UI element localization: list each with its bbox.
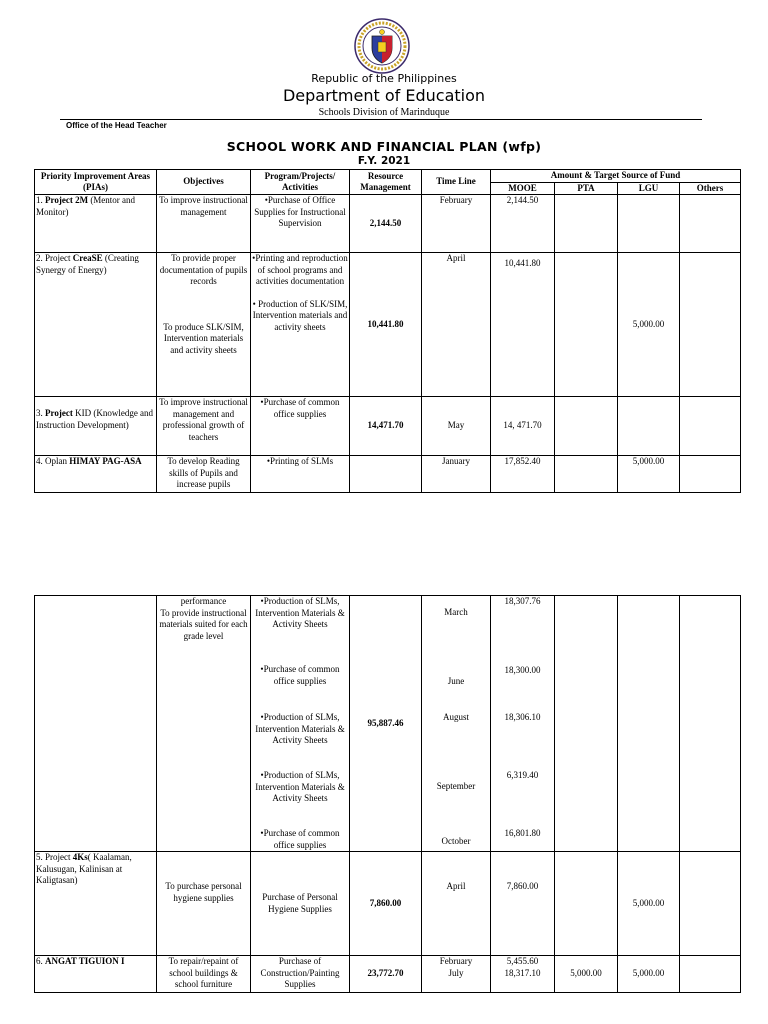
objective-cell: To improve instructional management and professional growth of teachers xyxy=(157,397,251,456)
wfp-table-part2 xyxy=(34,595,741,993)
timeline-cell: February xyxy=(422,195,491,253)
table-row xyxy=(35,397,741,456)
pia-cell: 2. Project CreaSE (Creating Synergy of Energy) xyxy=(35,253,157,397)
col-header-lgu: LGU xyxy=(618,182,680,195)
resource-cell: 7,860.00 xyxy=(350,852,422,956)
others-cell xyxy=(680,852,741,956)
objective-text: To provide proper documentation of pupils records xyxy=(159,253,248,286)
mooe-cell: 10,441.80 xyxy=(491,253,555,397)
pta-cell xyxy=(555,852,618,956)
pia-cell: 6. ANGAT TIGUION I xyxy=(35,956,157,993)
objective-cell: To improve instructional management xyxy=(157,195,251,253)
lgu-cell xyxy=(618,195,680,253)
others-cell xyxy=(680,195,741,253)
objective-text: performance xyxy=(180,596,227,606)
pta-cell: 5,000.00 xyxy=(555,956,618,993)
pta-cell xyxy=(555,596,618,852)
spacer xyxy=(158,288,249,322)
col-header-timeline: Time Line xyxy=(422,170,491,195)
timeline-cell: February July xyxy=(422,956,491,993)
program-cell: •Production of SLMs, Intervention Materials & Activity Sheets •Purchase of common office supplies •Production of SLMs, Intervention Materials & Activity Sheets •Production of SLMs, Intervention Materials & Activity Sheets •Purchase of common office supplies xyxy=(251,596,350,852)
col-header-objectives: Objectives xyxy=(157,170,251,195)
deped-seal-logo xyxy=(354,18,410,74)
mooe-cell: 17,852.40 xyxy=(491,456,555,493)
objective-text: To provide instructional materials suited for each grade level xyxy=(159,607,248,641)
timeline-cell: April xyxy=(422,852,491,956)
program-cell: •Purchase of Office Supplies for Instructional Supervision xyxy=(251,195,350,253)
timeline-cell: January xyxy=(422,456,491,493)
resource-cell: 14,471.70 xyxy=(350,397,422,456)
resource-cell: 23,772.70 xyxy=(350,956,422,993)
objective-cell xyxy=(157,253,251,397)
mooe-cell: 5,455.60 18,317.10 xyxy=(491,956,555,993)
col-header-pia: Priority Improvement Areas (PIAs) xyxy=(35,170,157,195)
lgu-cell: 5,000.00 xyxy=(618,956,680,993)
pia-cell: 3. Project KID (Knowledge and Instruction Development) xyxy=(35,397,157,456)
objective-cell xyxy=(157,596,251,852)
pia-cell: 5. Project 4Ks( Kaalaman, Kalusugan, Kalinisan at Kaligtasan) xyxy=(35,852,157,956)
objective-cell: To repair/repaint of school buildings & school furniture xyxy=(157,956,251,993)
timeline-cell: March June August September October xyxy=(422,596,491,852)
lgu-cell xyxy=(618,397,680,456)
table-row xyxy=(35,956,741,993)
col-header-resource: Resource Management xyxy=(350,170,422,195)
resource-cell: 95,887.46 xyxy=(350,596,422,852)
table-row xyxy=(35,852,741,956)
header-divider xyxy=(60,119,702,120)
pia-cell xyxy=(35,596,157,852)
resource-cell: 2,144.50 xyxy=(350,195,422,253)
lgu-cell: 5,000.00 xyxy=(618,456,680,493)
timeline-cell: April xyxy=(422,253,491,397)
division-name: Schools Division of Marinduque xyxy=(318,107,450,118)
col-header-program: Program/Projects/ Activities xyxy=(251,170,350,195)
others-cell xyxy=(680,253,741,397)
objective-text: To produce SLK/SIM, Intervention materials and activity sheets xyxy=(163,321,244,355)
col-header-fund-group: Amount & Target Source of Fund xyxy=(491,170,741,183)
table-row xyxy=(35,456,741,493)
mooe-cell: 2,144.50 xyxy=(491,195,555,253)
wfp-table-part1 xyxy=(34,169,741,493)
mooe-cell: 7,860.00 xyxy=(491,852,555,956)
spacer xyxy=(252,288,348,299)
col-header-pta: PTA xyxy=(555,182,618,195)
office-label: Office of the Head Teacher xyxy=(66,121,167,130)
lgu-cell: 5,000.00 xyxy=(618,253,680,397)
pia-cell: 4. Oplan HIMAY PAG-ASA xyxy=(35,456,157,493)
objective-cell: To purchase personal hygiene supplies xyxy=(157,852,251,956)
program-text: •Printing and reproduction of school programs and activities documentation xyxy=(252,253,348,286)
document-title: SCHOOL WORK AND FINANCIAL PLAN (wfp) xyxy=(226,139,542,154)
mooe-cell: 18,307.76 18,300.00 18,306.10 6,319.40 16,801.80 xyxy=(491,596,555,852)
others-cell xyxy=(680,397,741,456)
pta-cell xyxy=(555,195,618,253)
pta-cell xyxy=(555,397,618,456)
department-name: Department of Education xyxy=(282,86,486,105)
table-row xyxy=(35,596,741,852)
objective-cell: To develop Reading skills of Pupils and increase pupils xyxy=(157,456,251,493)
others-cell xyxy=(680,596,741,852)
others-cell xyxy=(680,956,741,993)
program-cell: Purchase of Construction/Painting Supplies xyxy=(251,956,350,993)
republic-line: Republic of the Philippines xyxy=(311,72,457,85)
table-row xyxy=(35,253,741,397)
resource-cell xyxy=(350,456,422,493)
fiscal-year: F.Y. 2021 xyxy=(357,155,411,167)
col-header-mooe: MOOE xyxy=(491,182,555,195)
pta-cell xyxy=(555,456,618,493)
program-cell: Purchase of Personal Hygiene Supplies xyxy=(251,852,350,956)
pia-cell: 1. Project 2M (Mentor and Monitor) xyxy=(35,195,157,253)
program-cell: •Purchase of common office supplies xyxy=(251,397,350,456)
lgu-cell: 5,000.00 xyxy=(618,852,680,956)
lgu-cell xyxy=(618,596,680,852)
resource-cell: 10,441.80 xyxy=(350,253,422,397)
program-text: • Production of SLK/SIM, Intervention materials and activity sheets xyxy=(252,298,348,332)
table-row xyxy=(35,195,741,253)
timeline-cell: May xyxy=(422,397,491,456)
program-cell: •Printing of SLMs xyxy=(251,456,350,493)
pta-cell xyxy=(555,253,618,397)
col-header-others: Others xyxy=(680,182,741,195)
mooe-cell: 14, 471.70 xyxy=(491,397,555,456)
program-cell xyxy=(251,253,350,397)
others-cell xyxy=(680,456,741,493)
